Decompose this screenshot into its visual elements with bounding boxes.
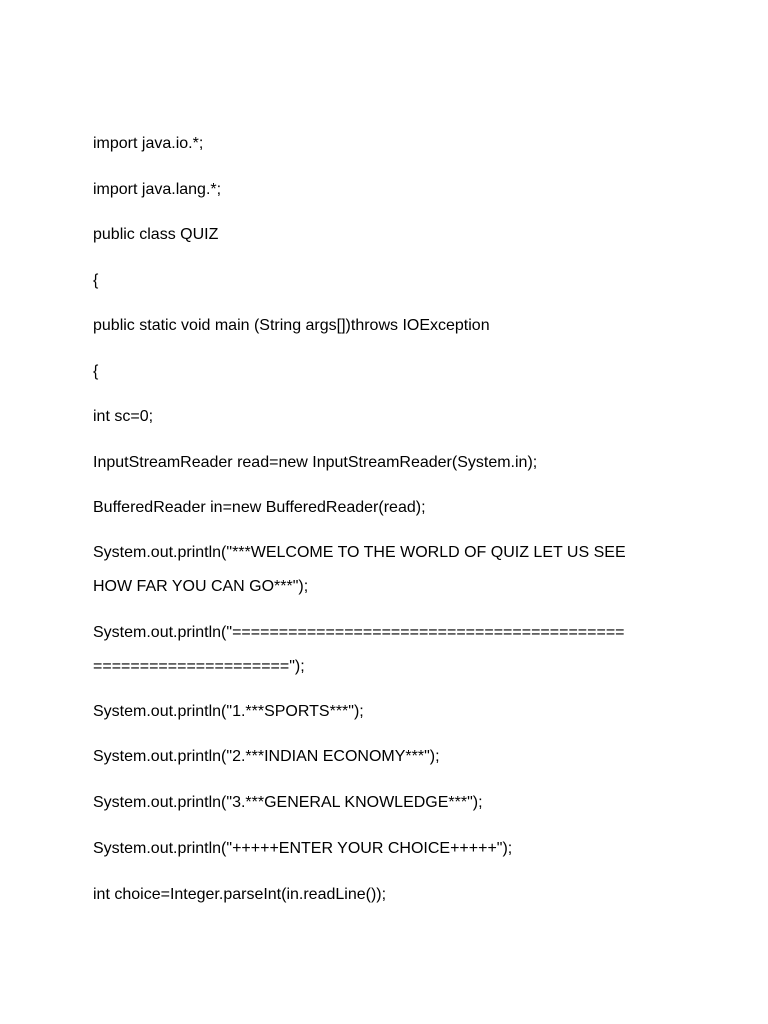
code-line-separator-print: System.out.println("========================================== [93,624,625,641]
code-line-buffered-reader: BufferedReader in=new BufferedReader(read); [93,499,426,516]
code-line-main-open-brace: { [93,363,99,380]
code-line-import-lang: import java.lang.*; [93,181,222,198]
code-line-welcome-print-continued: HOW FAR YOU CAN GO***"); [93,578,309,595]
code-line-welcome-print: System.out.println("***WELCOME TO THE WORLD OF QUIZ LET US SEE [93,544,626,561]
code-line-input-stream-reader: InputStreamReader read=new InputStreamReader(System.in); [93,454,538,471]
code-line-score-variable: int sc=0; [93,408,154,425]
code-line-separator-print-continued: ====================="); [93,658,305,675]
code-line-class-open-brace: { [93,272,99,289]
code-line-import-io: import java.io.*; [93,135,204,152]
code-line-sports-option: System.out.println("1.***SPORTS***"); [93,703,364,720]
code-line-main-method: public static void main (String args[])throws IOException [93,317,490,334]
code-line-parse-choice: int choice=Integer.parseInt(in.readLine()); [93,886,387,903]
code-line-indian-economy-option: System.out.println("2.***INDIAN ECONOMY***"); [93,748,440,765]
code-line-general-knowledge-option: System.out.println("3.***GENERAL KNOWLEDGE***"); [93,794,483,811]
code-line-class-declaration: public class QUIZ [93,226,219,243]
code-line-enter-choice-print: System.out.println("+++++ENTER YOUR CHOICE+++++"); [93,840,513,857]
